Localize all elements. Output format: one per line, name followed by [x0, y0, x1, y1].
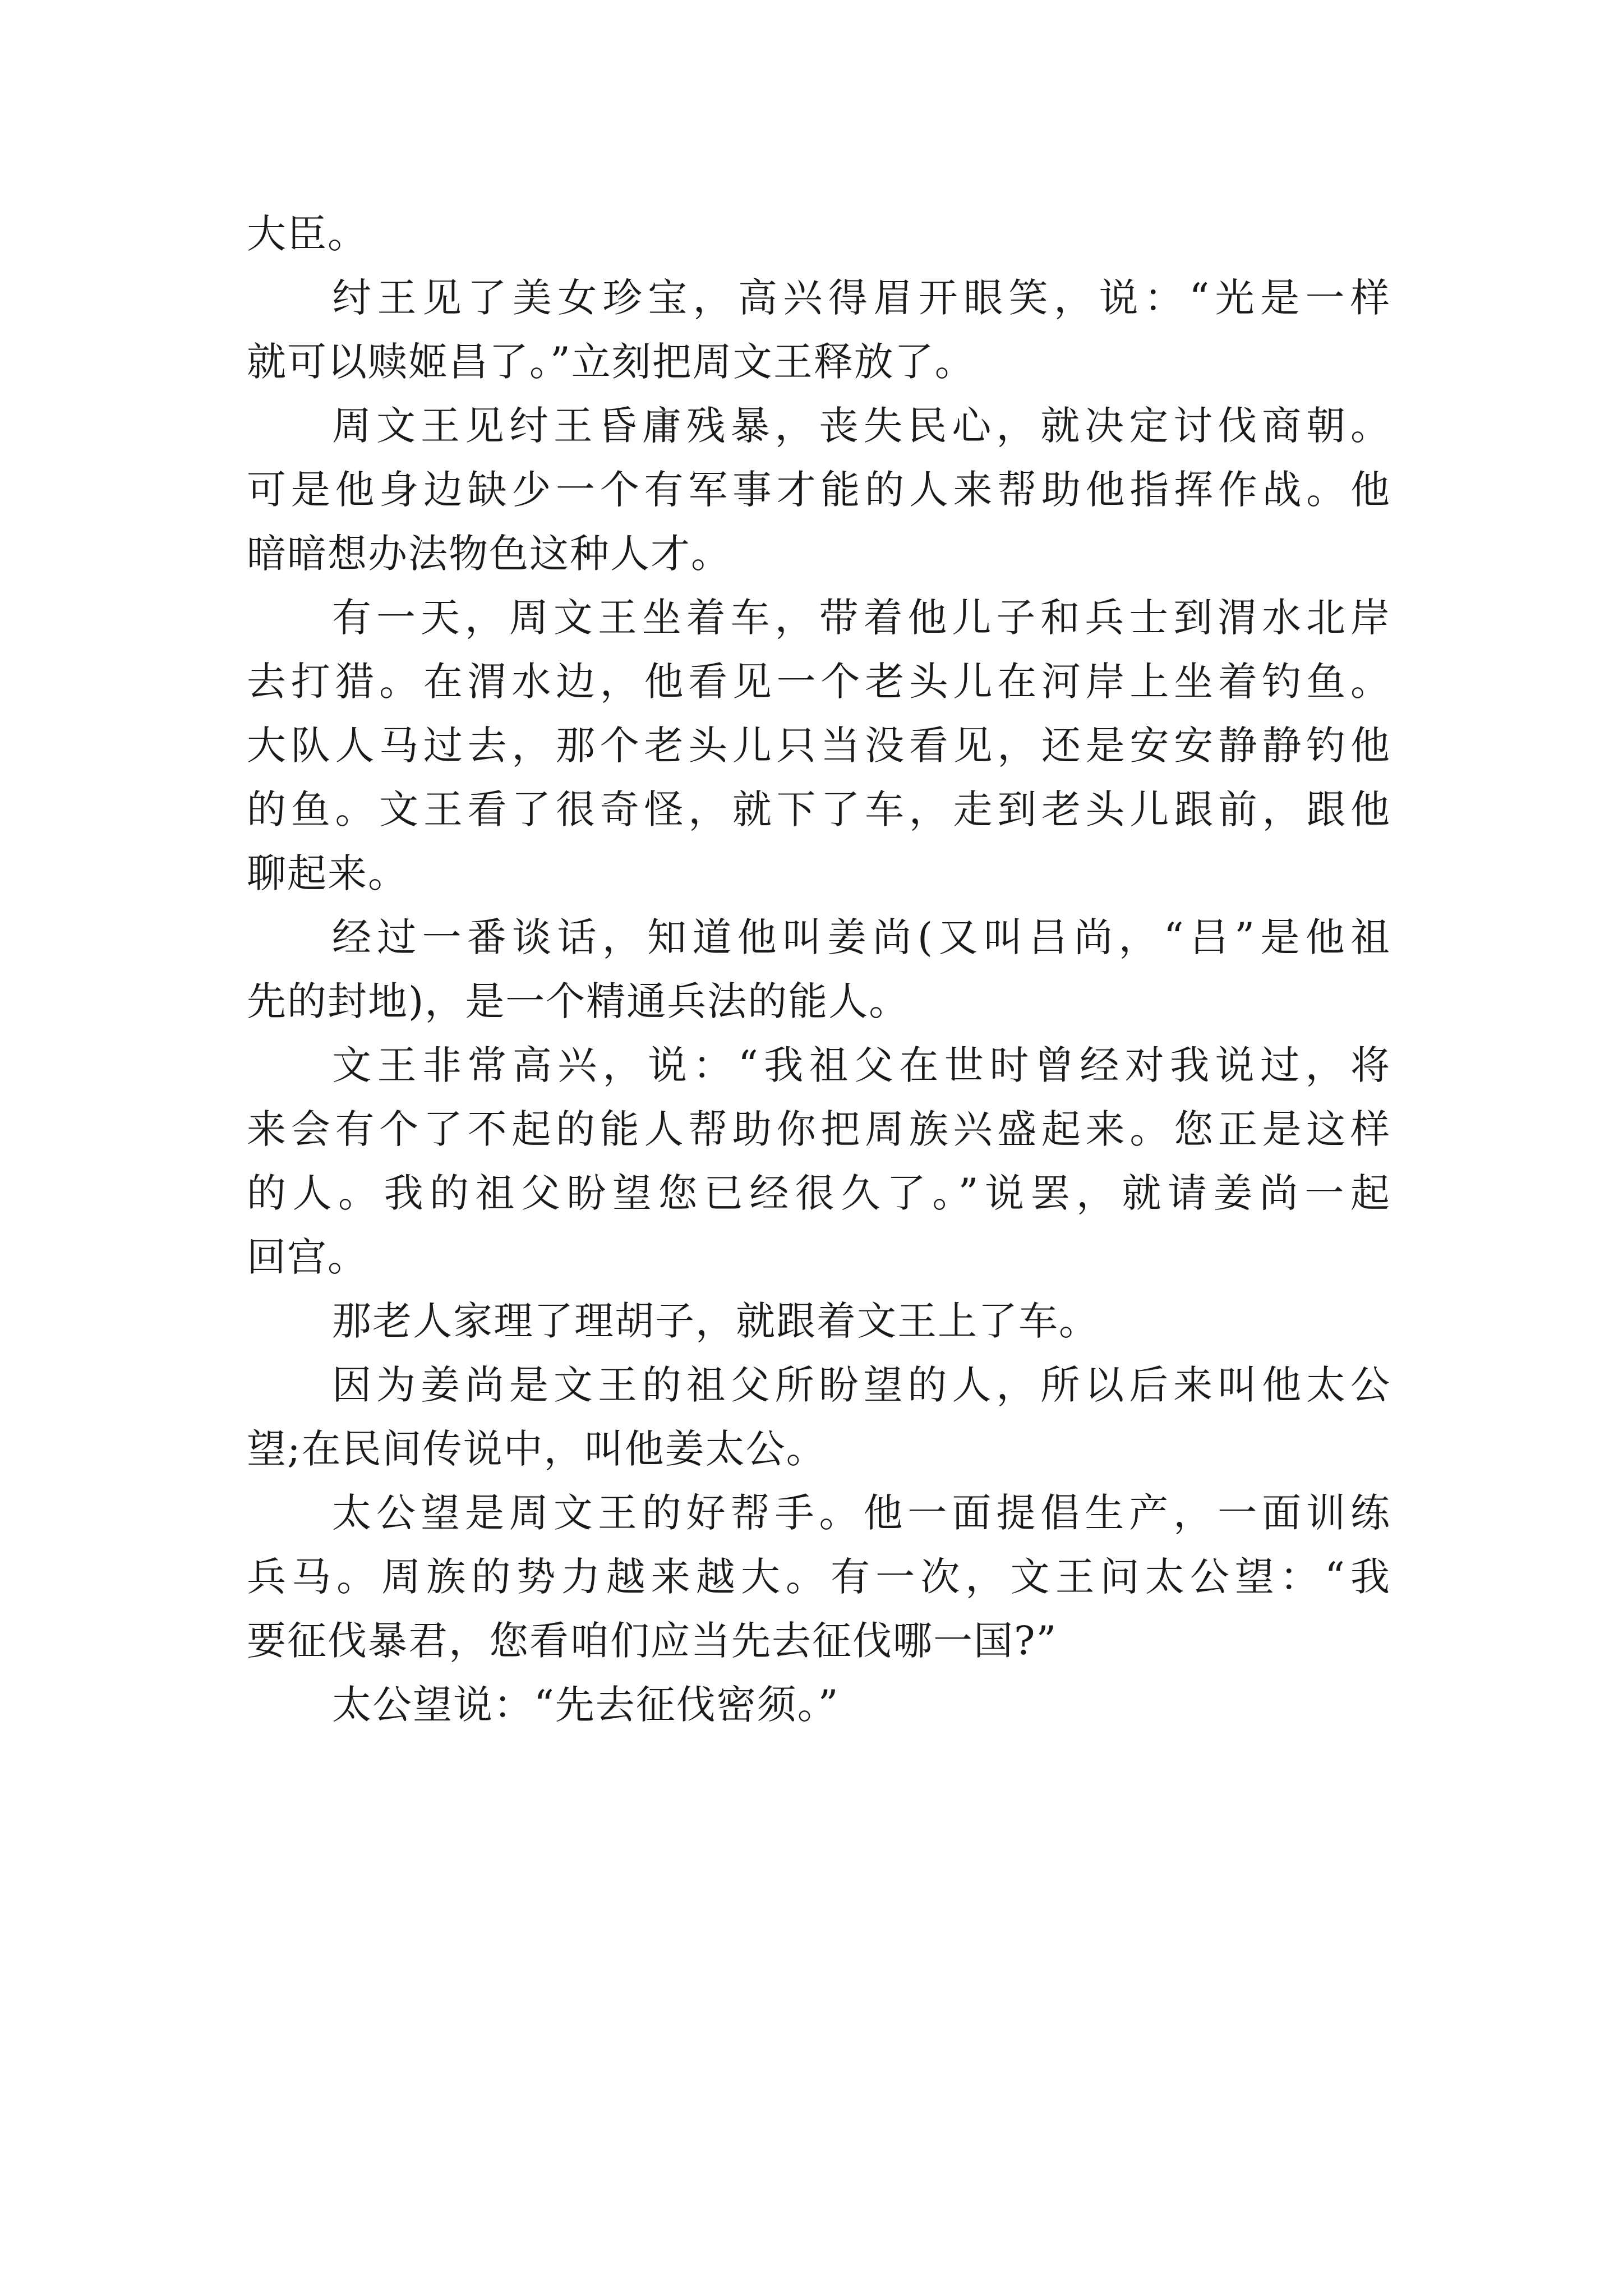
- text-line: 因为姜尚是文王的祖父所盼望的人，所以后来叫他太公: [332, 1362, 1391, 1408]
- text-line: 那老人家理了理胡子，就跟着文王上了车。: [332, 1298, 1099, 1344]
- text-line: 去打猎。在渭水边，他看见一个老头儿在河岸上坐着钓鱼。: [247, 659, 1391, 705]
- text-line: 兵马。周族的势力越来越大。有一次，文王问太公望：“我: [247, 1554, 1391, 1600]
- text-line: 回宫。: [247, 1234, 368, 1280]
- text-line: 纣王见了美女珍宝，高兴得眉开眼笑，说：“光是一样: [332, 275, 1391, 321]
- paragraph-7: [247, 1289, 1391, 1353]
- text-line: 就可以赎姬昌了。”立刻把周文王释放了。: [247, 339, 975, 385]
- paragraph-10: [247, 1673, 1391, 1737]
- body-text: [247, 202, 1391, 1737]
- text-line: 的人。我的祖父盼望您已经很久了。”说罢，就请姜尚一起: [247, 1170, 1391, 1216]
- paragraph-2: [247, 266, 1391, 394]
- paragraph-3: [247, 394, 1391, 586]
- text-line: 暗暗想办法物色这种人才。: [247, 531, 731, 577]
- paragraph-9: [247, 1481, 1391, 1673]
- text-line: 文王非常高兴，说：“我祖父在世时曾经对我说过，将: [332, 1042, 1391, 1088]
- text-line: 的鱼。文王看了很奇怪，就下了车，走到老头儿跟前，跟他: [247, 786, 1391, 832]
- paragraph-8: [247, 1353, 1391, 1481]
- paragraph-4: [247, 586, 1391, 905]
- text-line: 望;在民间传说中，叫他姜太公。: [247, 1426, 827, 1472]
- text-line: 太公望是周文王的好帮手。他一面提倡生产，一面训练: [332, 1490, 1391, 1536]
- paragraph-6: [247, 1033, 1391, 1289]
- text-line: 大臣。: [247, 211, 368, 257]
- text-line: 聊起来。: [247, 850, 408, 896]
- paragraph-5: [247, 905, 1391, 1033]
- text-line: 来会有个了不起的能人帮助你把周族兴盛起来。您正是这样: [247, 1106, 1391, 1152]
- text-line: 有一天，周文王坐着车，带着他儿子和兵士到渭水北岸: [332, 595, 1391, 641]
- paragraph-1: [247, 202, 1391, 266]
- text-line: 周文王见纣王昏庸残暴，丧失民心，就决定讨伐商朝。: [332, 403, 1391, 449]
- text-line: 先的封地)，是一个精通兵法的能人。: [247, 978, 910, 1024]
- text-line: 可是他身边缺少一个有军事才能的人来帮助他指挥作战。他: [247, 467, 1391, 513]
- text-line: 经过一番谈话，知道他叫姜尚(又叫吕尚，“吕”是他祖: [332, 914, 1391, 960]
- text-line: 要征伐暴君，您看咱们应当先去征伐哪一国?”: [247, 1618, 1058, 1664]
- text-line: 太公望说：“先去征伐密须。”: [332, 1682, 840, 1728]
- text-line: 大队人马过去，那个老头儿只当没看见，还是安安静静钓他: [247, 723, 1391, 769]
